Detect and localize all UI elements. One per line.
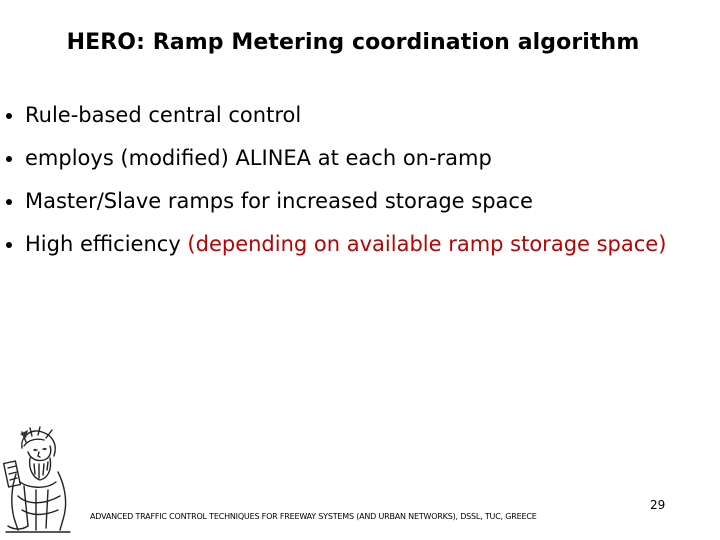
- bullet-list: [6, 96, 666, 268]
- bullet-text: Rule-based central control: [25, 103, 302, 127]
- bullet-dot-icon: [6, 113, 12, 119]
- bullet-dot-icon: [6, 199, 12, 205]
- bullet-item: [6, 225, 666, 268]
- bullet-dot-icon: [6, 156, 12, 162]
- bullet-dot-icon: [6, 242, 12, 248]
- bullet-text: employs (modified) ALINEA at each on-ramp: [25, 146, 492, 170]
- bullet-item: [6, 96, 666, 139]
- bullet-highlight-text: (depending on available ramp storage space): [187, 232, 667, 256]
- page-number: 29: [650, 498, 666, 512]
- bullet-item: [6, 139, 666, 182]
- greek-sage-sketch-logo-icon: [2, 426, 74, 536]
- bullet-text: High efficiency: [25, 232, 188, 256]
- bullet-text: Master/Slave ramps for increased storage space: [25, 189, 533, 213]
- slide-title: HERO: Ramp Metering coordination algorithm: [66, 30, 640, 55]
- bullet-item: [6, 182, 666, 225]
- footer-text: ADVANCED TRAFFIC CONTROL TECHNIQUES FOR FREEWAY SYSTEMS (AND URBAN NETWORKS), DSSL, TUC, GREECE: [90, 512, 537, 521]
